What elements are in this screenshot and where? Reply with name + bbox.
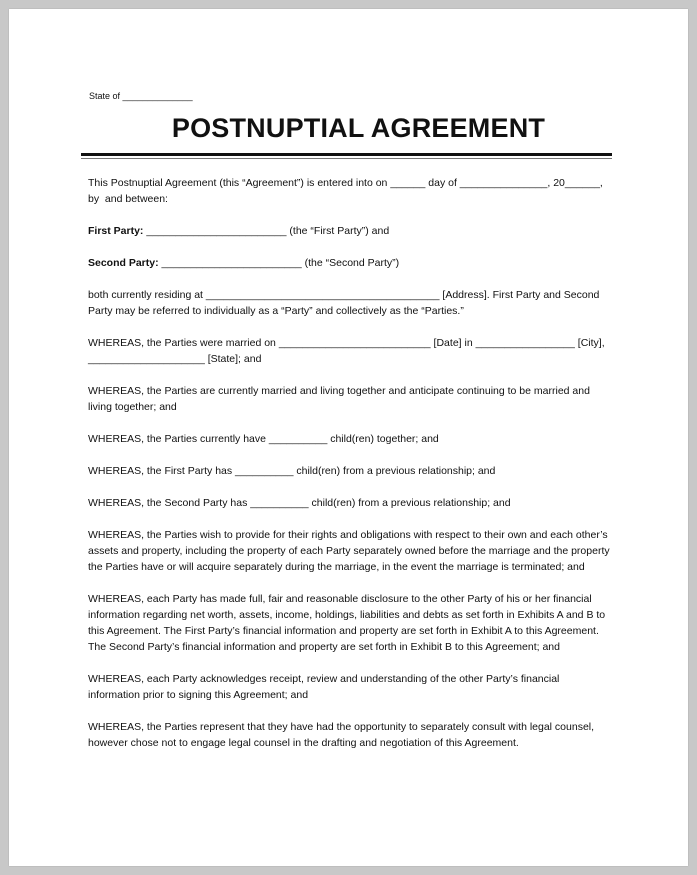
document-body [88, 175, 611, 767]
whereas-clause: WHEREAS, the Parties are currently married and living together and anticipate continuing to be married and living together; and [88, 385, 593, 413]
whereas-clause: WHEREAS, the Parties were married on __________________________ [Date] in _________________ [City], ____________________ [State]; and [88, 337, 608, 365]
first-party-label: First Party: [88, 225, 144, 237]
document-title: POSTNUPTIAL AGREEMENT [171, 113, 546, 143]
whereas-clause: WHEREAS, the Parties wish to provide for their rights and obligations with respect to their own and each other’s assets and property, including the property of each Party separately owned before the marriage and the property the Parties have or will acquire separately during the marriage, in the event the marriage is terminated; and [88, 529, 613, 573]
state-line: State of ______________ [89, 91, 193, 101]
document-page [9, 9, 688, 866]
first-party-line [88, 223, 611, 239]
second-party-line [88, 255, 611, 271]
whereas-clause: WHEREAS, the Parties currently have __________ child(ren) together; and [88, 433, 439, 445]
first-party-text: ________________________ (the “First Party”) and [143, 225, 390, 237]
second-party-text: ________________________ (the “Second Party”) [158, 257, 400, 269]
title-divider-thin [81, 158, 612, 159]
second-party-label: Second Party: [88, 257, 159, 269]
whereas-clause: WHEREAS, each Party acknowledges receipt, review and understanding of the other Party’s financial information prior to signing this Agreement; and [88, 673, 563, 701]
residing-paragraph: both currently residing at ________________________________________ [Address]. First Party and Second Party may be referred to individually as a “Party” and collectively as the “Parties.” [88, 289, 603, 317]
intro-paragraph: This Postnuptial Agreement (this “Agreement”) is entered into on ______ day of _______________, 20______, by and between: [88, 177, 606, 205]
title-divider-thick [81, 153, 612, 156]
whereas-clause: WHEREAS, the Second Party has __________ child(ren) from a previous relationship; and [88, 497, 511, 509]
whereas-clause: WHEREAS, the Parties represent that they have had the opportunity to separately consult with legal counsel, however chose not to engage legal counsel in the drafting and negotiation of this Agreement. [88, 721, 597, 749]
whereas-clause: WHEREAS, each Party has made full, fair and reasonable disclosure to the other Party of his or her financial information regarding net worth, assets, income, holdings, liabilities and debts as set forth in Exhibits A and B to this Agreement. The First Party’s financial information and property are set forth in Exhibit A to this Agreement. The Second Party’s financial information and property are set forth in Exhibit B to this Agreement; and [88, 593, 609, 653]
whereas-clause: WHEREAS, the First Party has __________ child(ren) from a previous relationship; and [88, 465, 496, 477]
